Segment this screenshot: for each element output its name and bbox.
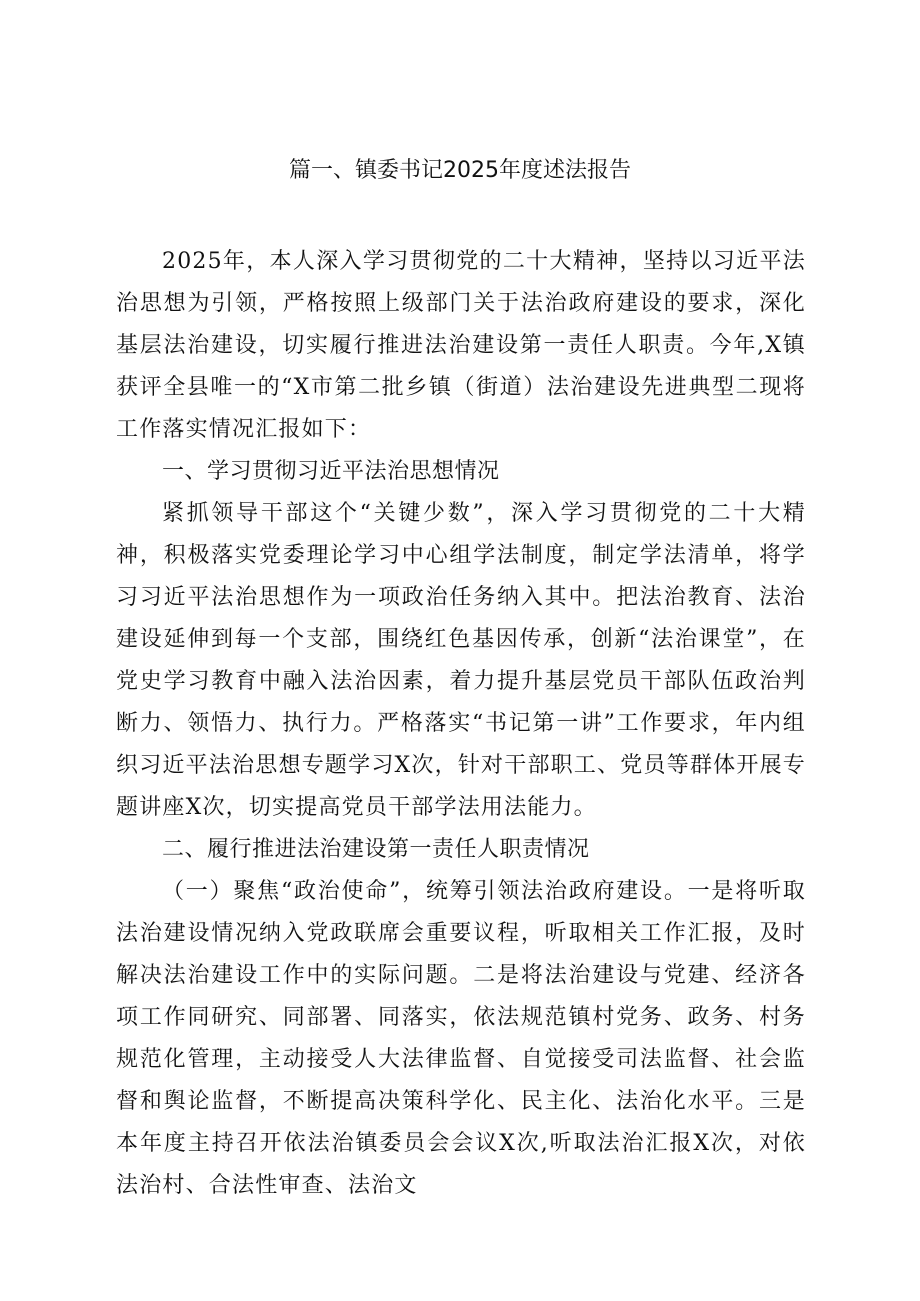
section-heading-1: 一、学习贯彻习近平法治思想情况 — [162, 459, 500, 484]
paragraph-intro: 2025年，本人深入学习贯彻党的二十大精神，坚持以习近平法治思想为引领，严格按照上级部门关于法治政府建设的要求，深化基层法治建设，切实履行推进法治建设第一责任人职责。今年,X镇获评全县唯一的“X市第二批乡镇（街道）法治建设先进典型二现将工作落实情况汇报如下： — [116, 249, 806, 442]
document-body — [116, 241, 806, 1207]
paragraph-section-2-1: （一）聚焦“政治使命”，统筹引领法治政府建设。一是将听取法治建设情况纳入党政联席会重要议程，听取相关工作汇报，及时解决法治建设工作中的实际问题。二是将法治建设与党建、经济各项工作同研究、同部署、同落实，依法规范镇村党务、政务、村务规范化管理，主动接受人大法律监督、自觉接受司法监督、社会监督和舆论监督，不断提高决策科学化、民主化、法治化水平。三是本年度主持召开依法治镇委员会会议X次,听取法治汇报X次，对依法治村、合法性审查、法治文 — [116, 879, 806, 1198]
document-title: 篇一、镇委书记2025年度述法报告 — [289, 158, 631, 183]
section-heading-2: 二、履行推进法治建设第一责任人职责情况 — [162, 837, 590, 862]
paragraph-section-1: 紧抓领导干部这个“关键少数”，深入学习贯彻党的二十大精神，积极落实党委理论学习中心组学法制度，制定学法清单，将学习习近平法治思想作为一项政治任务纳入其中。把法治教育、法治建设延伸到每一个支部，围绕红色基因传承，创新“法治课堂”，在党史学习教育中融入法治因素，着力提升基层党员干部队伍政治判断力、领悟力、执行力。严格落实“书记第一讲”工作要求，年内组织习近平法治思想专题学习X次，针对干部职工、党员等群体开展专题讲座X次，切实提高党员干部学法用法能力。 — [116, 501, 806, 820]
